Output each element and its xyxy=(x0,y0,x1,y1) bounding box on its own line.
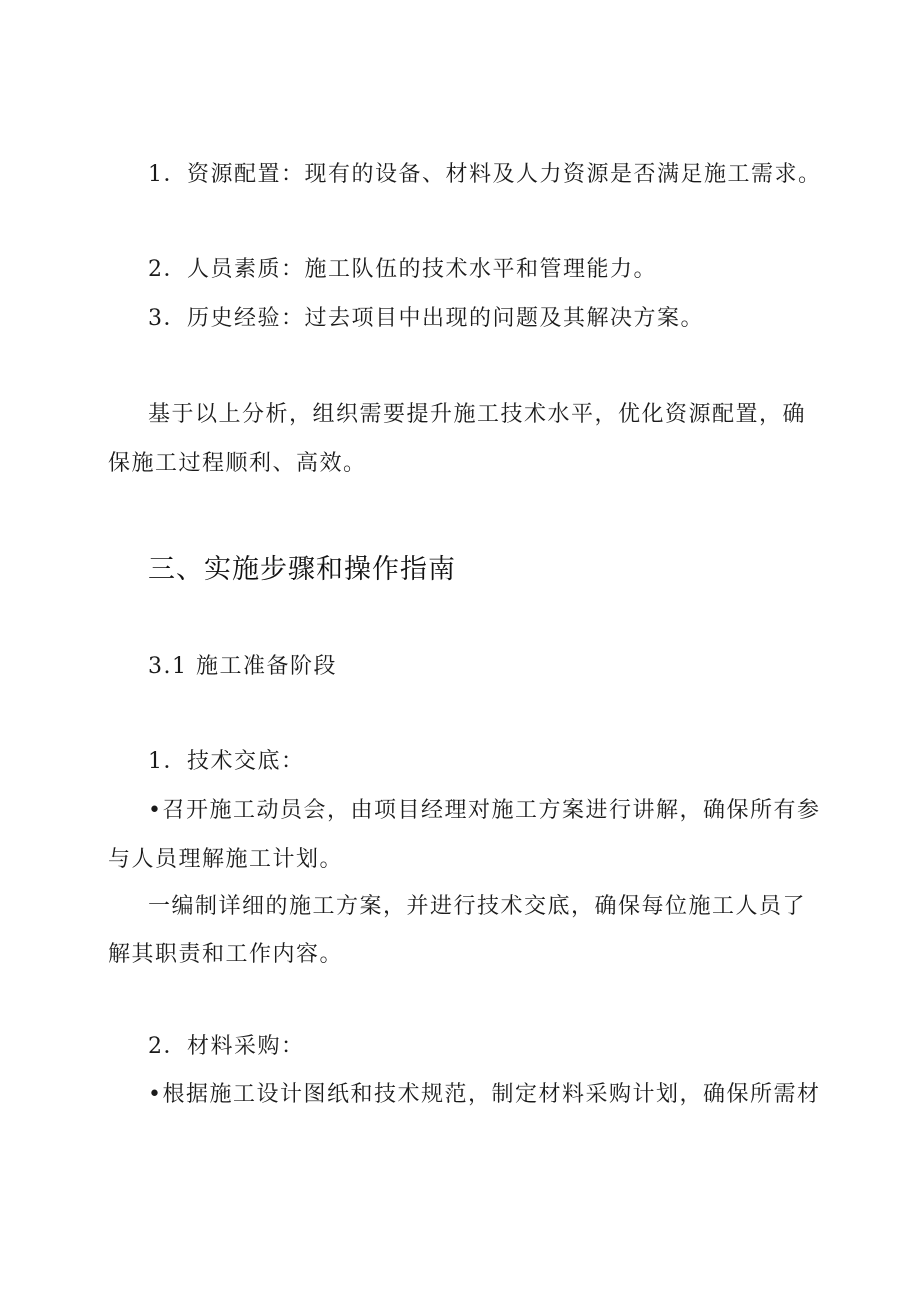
summary-paragraph-line-2: 保施工过程顺利、高效。 xyxy=(108,451,367,476)
summary-paragraph-line-1: 基于以上分析，组织需要提升施工技术水平，优化资源配置，确 xyxy=(148,402,807,427)
list-item-number: 1 xyxy=(148,162,164,187)
list-item-number: 2 xyxy=(148,257,164,282)
tech-briefing-bullet-1-line-2: 与人员理解施工计划。 xyxy=(108,847,344,872)
list-item-text: ．人员素质：施工队伍的技术水平和管理能力。 xyxy=(163,257,658,282)
list-item-text: ．资源配置：现有的设备、材料及人力资源是否满足施工需求。 xyxy=(163,162,822,187)
procurement-label: 2．材料采购： xyxy=(148,1034,305,1059)
subsection-heading: 3.1 施工准备阶段 xyxy=(148,654,337,679)
list-item-text: ．历史经验：过去项目中出现的问题及其解决方案。 xyxy=(163,306,705,331)
tech-briefing-bullet-2-line-2: 解其职责和工作内容。 xyxy=(108,942,344,967)
tech-briefing-label: 1．技术交底： xyxy=(148,749,305,774)
list-item-resource-allocation xyxy=(148,160,822,190)
tech-briefing-bullet-2-line-1: 一编制详细的施工方案，并进行技术交底，确保每位施工人员了 xyxy=(148,894,807,919)
tech-briefing-bullet-1-line-1: •召开施工动员会，由项目经理对施工方案进行讲解，确保所有参 xyxy=(148,798,821,823)
list-item-historical-experience xyxy=(148,304,704,334)
list-item-personnel-quality xyxy=(148,255,657,285)
section-heading: 三、实施步骤和操作指南 xyxy=(148,554,456,585)
procurement-bullet-1-line-1: •根据施工设计图纸和技术规范，制定材料采购计划，确保所需材 xyxy=(148,1082,821,1107)
list-item-number: 3 xyxy=(148,306,164,331)
